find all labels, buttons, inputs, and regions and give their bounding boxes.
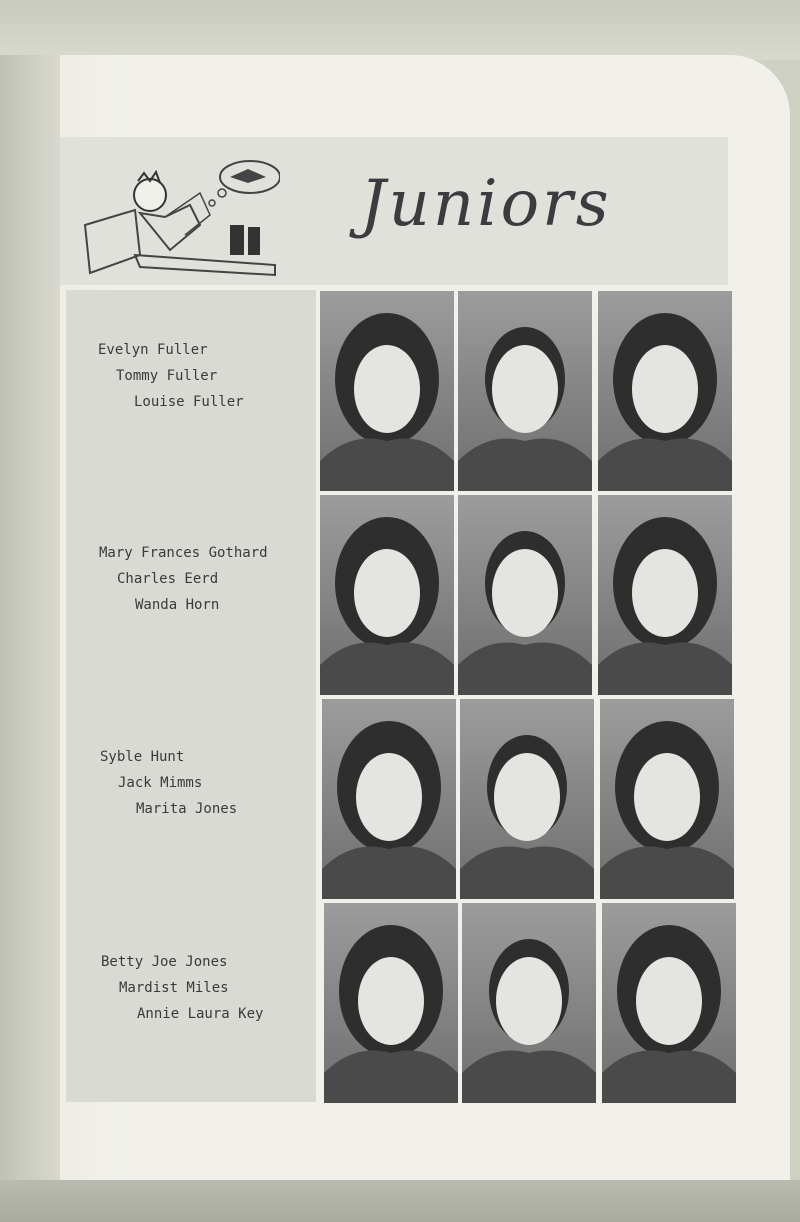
student-portrait [598,291,732,491]
student-portrait [458,291,592,491]
student-portrait [598,495,732,695]
student-name: Mardist Miles [119,980,229,996]
portrait-silhouette-icon [320,495,454,695]
student-portrait [462,903,596,1103]
portrait-grid [318,289,730,1102]
portrait-silhouette-icon [320,291,454,491]
student-portrait [458,495,592,695]
student-name: Louise Fuller [134,394,244,410]
portrait-silhouette-icon [598,495,732,695]
portrait-silhouette-icon [322,699,456,899]
names-panel [66,290,316,1102]
student-portrait [460,699,594,899]
student-portrait [324,903,458,1103]
student-portrait [600,699,734,899]
student-portrait [320,495,454,695]
student-name: Mary Frances Gothard [99,545,268,561]
portrait-silhouette-icon [460,699,594,899]
bottom-page-edge [0,1180,800,1222]
student-reading-cartoon-icon [80,155,280,279]
student-name: Tommy Fuller [116,368,218,384]
portrait-silhouette-icon [324,903,458,1103]
page-title: Juniors [360,167,612,241]
student-name: Marita Jones [136,801,238,817]
portrait-silhouette-icon [458,291,592,491]
student-name: Annie Laura Key [137,1006,264,1022]
top-page-edge [0,0,800,60]
student-name: Evelyn Fuller [98,342,208,358]
student-portrait [320,291,454,491]
portrait-silhouette-icon [598,291,732,491]
page-gutter-shadow [0,55,60,1185]
portrait-silhouette-icon [462,903,596,1103]
portrait-silhouette-icon [600,699,734,899]
student-portrait [602,903,736,1103]
student-portrait [322,699,456,899]
student-name: Jack Mimms [118,775,203,791]
page-header [60,137,728,285]
portrait-silhouette-icon [458,495,592,695]
student-name: Betty Joe Jones [101,954,228,970]
student-name: Wanda Horn [135,597,220,613]
portrait-silhouette-icon [602,903,736,1103]
student-name: Charles Eerd [117,571,219,587]
student-name: Syble Hunt [100,749,185,765]
